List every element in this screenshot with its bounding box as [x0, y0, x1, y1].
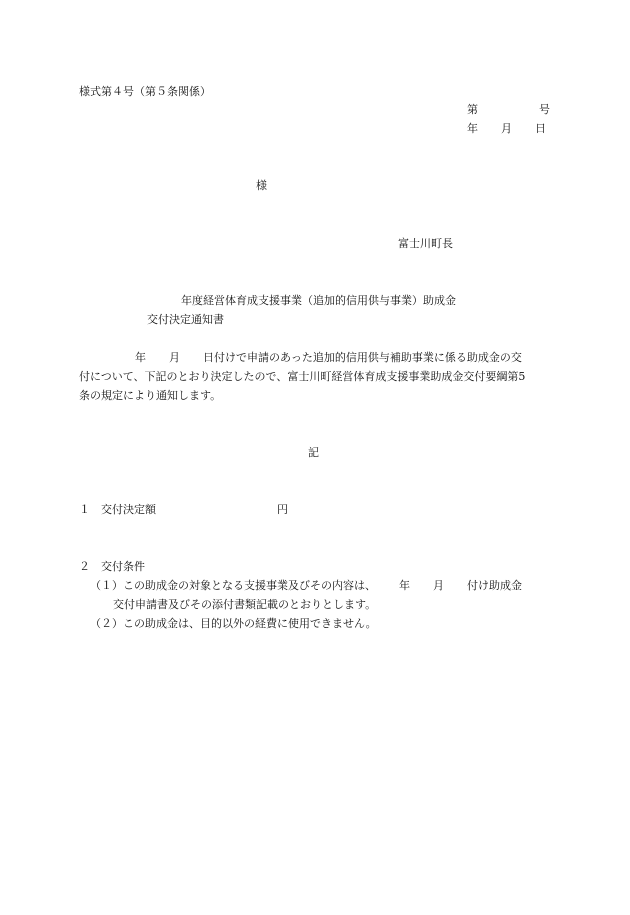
condition-2-text: この助成金は、目的以外の経費に使用できません。: [123, 617, 377, 630]
document-number: [467, 102, 550, 119]
document-date: [467, 121, 546, 138]
condition-1-year: 年: [399, 579, 410, 592]
body-line-3: 条の規定により通知します。: [79, 389, 222, 402]
condition-1-text: この助成金の対象となる支援事業及びその内容は、: [123, 579, 376, 592]
body-line-1-text: 日付けで申請のあった追加的信用供与補助事業に係る助成金の交: [203, 351, 522, 364]
body-month: 月: [169, 351, 180, 364]
item-2-label: 交付条件: [101, 560, 145, 573]
date-month: 月: [501, 122, 512, 135]
item-1-number: １: [79, 503, 90, 516]
document-number-prefix: 第: [467, 103, 478, 116]
condition-2-number: （２）: [90, 617, 123, 630]
title-line-2: 交付決定通知書: [147, 313, 224, 326]
form-label: 様式第４号（第５条関係）: [79, 85, 211, 98]
condition-1-line-2: 交付申請書及びその添付書類記載のとおりとします。: [113, 598, 377, 611]
condition-1-month: 月: [433, 579, 444, 592]
ki-heading: 記: [308, 446, 319, 459]
body-line-2: 付について、下記のとおり決定したので、富士川町経営体育成支援事業助成金交付要綱第5: [79, 370, 526, 383]
date-year: 年: [467, 122, 478, 135]
condition-2: [90, 616, 377, 633]
item-1: [79, 502, 288, 519]
title-line-1: 年度経営体育成支援事業（追加的信用供与事業）助成金: [181, 294, 456, 307]
body-year: 年: [135, 351, 146, 364]
item-2-number: ２: [79, 560, 90, 573]
item-2: [79, 559, 145, 576]
date-day: 日: [535, 122, 546, 135]
item-1-unit: 円: [277, 503, 288, 516]
item-1-label: 交付決定額: [101, 503, 156, 516]
condition-1-text-end: 付け助成金: [467, 579, 522, 592]
condition-1-line-1: [90, 578, 522, 595]
issuer: 富士川町長: [398, 237, 453, 250]
addressee-suffix: 様: [256, 179, 267, 192]
condition-1-number: （１）: [90, 579, 123, 592]
document-number-suffix: 号: [539, 103, 550, 116]
body-line-1: [135, 350, 522, 367]
